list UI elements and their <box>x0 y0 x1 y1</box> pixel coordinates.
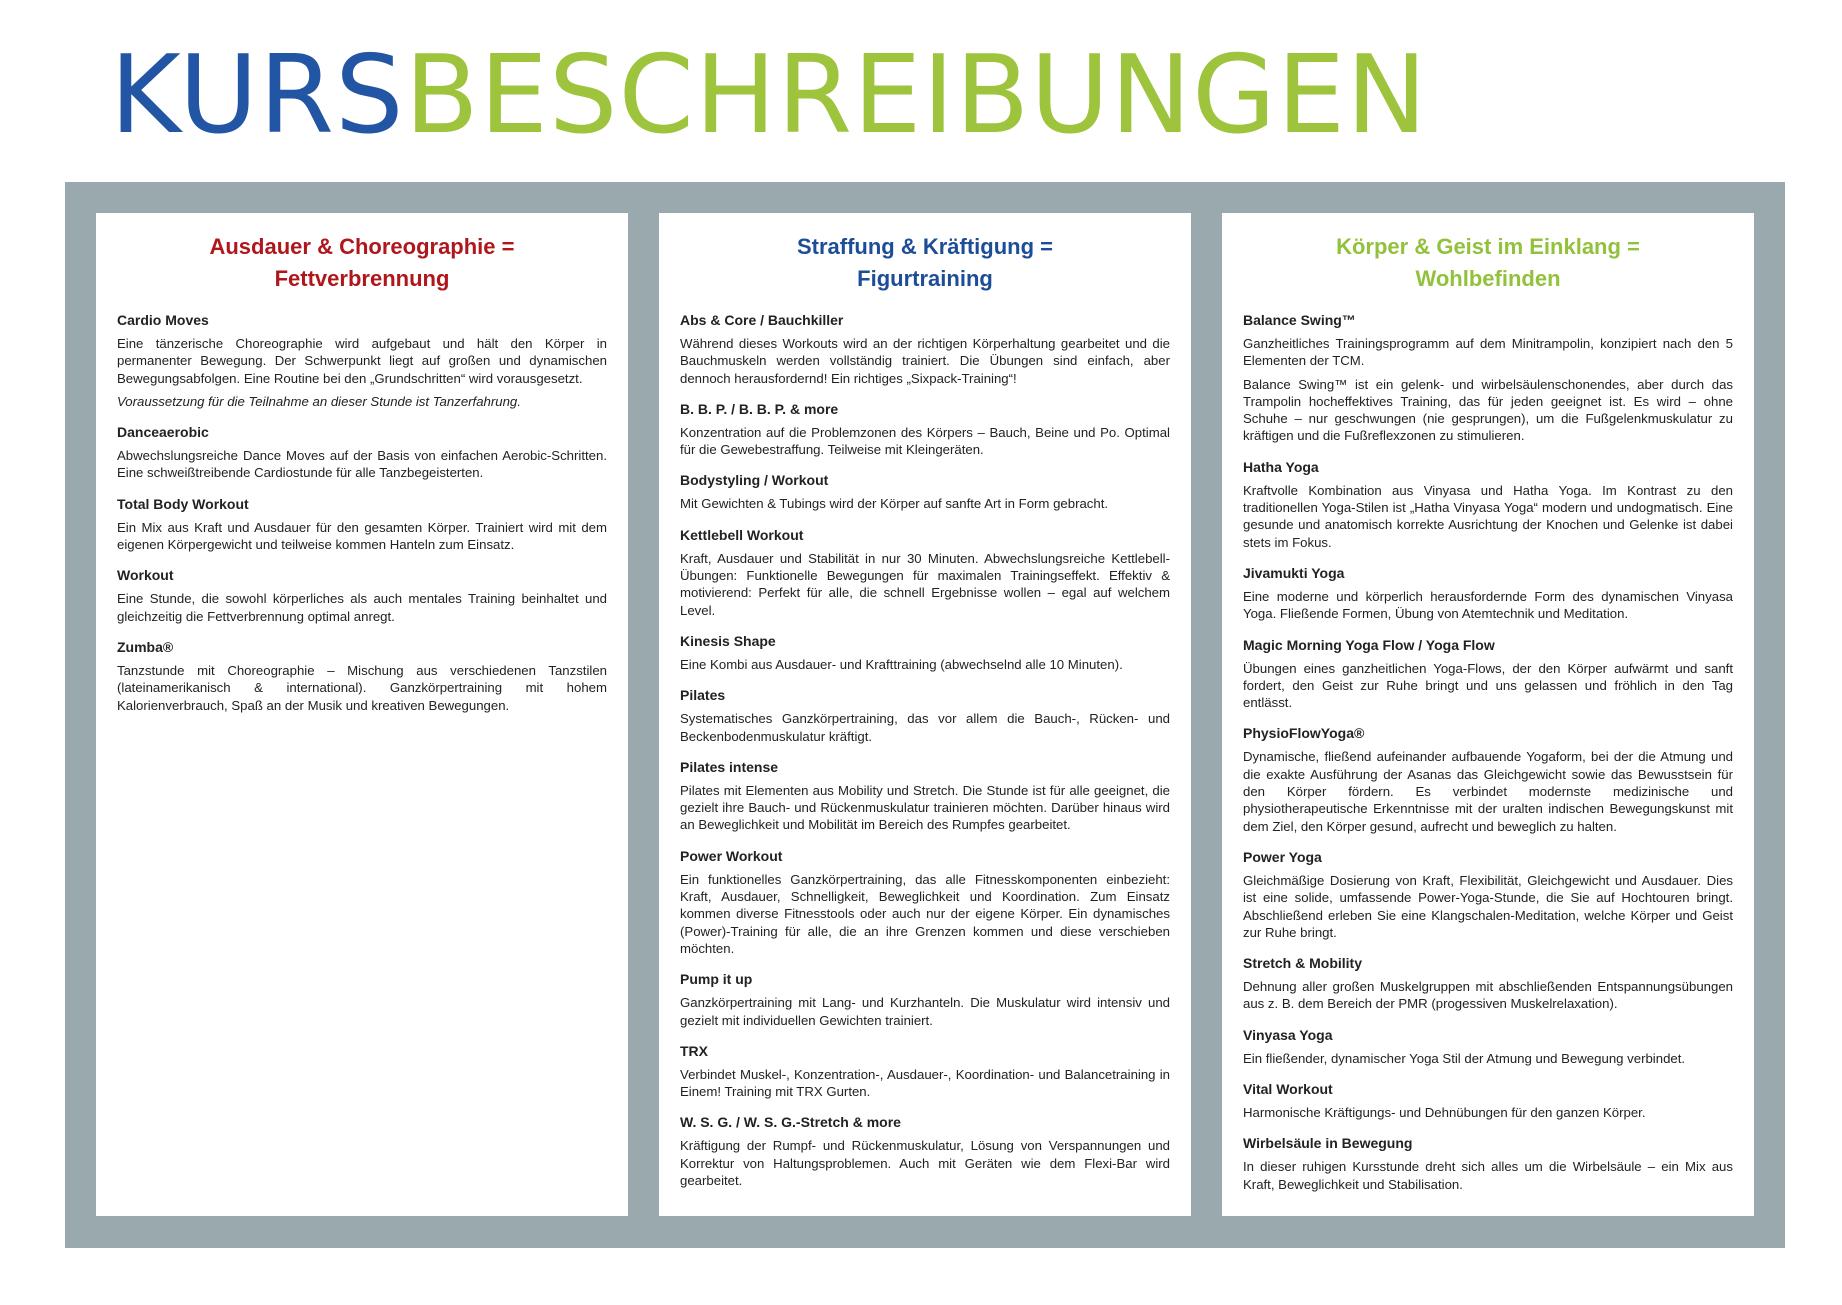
course-entry <box>1243 564 1733 623</box>
course-title: Stretch & Mobility <box>1243 955 1363 972</box>
course-entry <box>680 471 1170 512</box>
course-title: Kettlebell Workout <box>680 526 804 543</box>
course-description: Während dieses Workouts wird an der richtigen Körperhaltung gearbeitet und die Bauchmuskeln werden vollständig trainiert. Die Übungen sind einfach, aber dennoch herausfordernd! Ein richtiges „Sixpack-Training“! <box>680 336 1170 386</box>
course-entry <box>117 638 607 714</box>
course-entry <box>680 632 1170 673</box>
course-description: Eine tänzerische Choreographie wird aufgebaut und hält den Körper in permanenter Bewegung. Der Schwerpunkt liegt auf großen und dynamischen Bewegungsabfolgen. Eine Routine bei den „Grundschritten“ wird vorausgesetzt. <box>117 336 607 386</box>
course-description: Eine Kombi aus Ausdauer- und Krafttraining (abwechselnd alle 10 Minuten). <box>680 656 1123 672</box>
course-description: Dehnung aller großen Muskelgruppen mit abschließenden Entspannungsübungen aus z. B. dem Bereich der PMR (progessiven Muskelrelaxation). <box>1243 979 1733 1012</box>
course-description: Eine Stunde, die sowohl körperliches als auch mentales Training beinhaltet und gleichzeitig die Fettverbrennung optimal anregt. <box>117 591 607 624</box>
course-title: Bodystyling / Workout <box>680 472 829 489</box>
course-note: Voraussetzung für die Teilnahme an dieser Stunde ist Tanzerfahrung. <box>117 393 521 409</box>
course-entry <box>1243 1080 1733 1121</box>
course-description: Ein Mix aus Kraft und Ausdauer für den gesamten Körper. Trainiert wird mit dem eigenen Körpergewicht und teilweise kommen Hanteln zum Einsatz. <box>117 519 607 553</box>
course-title: Vinyasa Yoga <box>1243 1026 1333 1043</box>
course-list <box>117 311 607 714</box>
course-title: Total Body Workout <box>117 495 249 512</box>
course-entry <box>1243 458 1733 551</box>
course-description: Abwechslungsreiche Dance Moves auf der Basis von einfachen Aerobic-Schritten. Eine schweißtreibende Cardiostunde für alle Tanzbegeisterten. <box>117 448 607 481</box>
course-entry <box>680 1042 1170 1101</box>
course-title: Danceaerobic <box>117 424 209 441</box>
course-title: Power Workout <box>680 847 783 864</box>
course-title: Pilates intense <box>680 758 779 775</box>
course-description: Pilates mit Elementen aus Mobility und Stretch. Die Stunde ist für alle geeignet, die gezielt ihre Bauch- und Rückenmuskulatur trainieren möchten. Darüber hinaus wird an Beweglichkeit und Mobilität im Bereich des Rumpfes gearbeitet. <box>680 782 1170 833</box>
course-description: Gleichmäßige Dosierung von Kraft, Flexibilität, Gleichgewicht und Ausdauer. Dies ist eine solide, umfassende Power-Yoga-Stunde, die Sie auf Hochtouren bringt. Abschließend erleben Sie eine Klangschalen-Meditation, welche Körper und Geist zur Ruhe bringt. <box>1243 872 1733 940</box>
course-description: Tanzstunde mit Choreographie – Mischung aus verschiedenen Tanzstilen (lateinamerikanisch & international). Ganzkörpertraining mit hohem Kalorienverbrauch, Spaß an der Musik und kreativen Bewegungen. <box>117 662 607 713</box>
course-description: Kraftvolle Kombination aus Vinyasa und Hatha Yoga. Im Kontrast zu den traditionellen Yoga-Stilen ist „Hatha Vinyasa Yoga“ modern und undogmatisch. Eine gesunde und anatomisch korrekte Ausrichtung der Knochen und Gelenke ist dabei stets im Fokus. <box>1243 482 1733 550</box>
course-entry <box>680 758 1170 834</box>
column-heading-line2: Wohlbefinden <box>1415 266 1561 291</box>
column-heading <box>680 231 1170 295</box>
course-description: Ein fließender, dynamischer Yoga Stil der Atmung und Bewegung verbindet. <box>1243 1050 1686 1066</box>
course-description: Dynamische, fließend aufeinander aufbauende Yogaform, bei der die Atmung und die exakte Ausführung der Asanas das Gleichgewicht sowie das Bewusstsein für den Körper fördern. Es verbindet modernste medizinische und physiotherapeutische Erkenntnisse mit der uralten indischen Bewegungskunst mit dem Ziel, den Körper gesund, aufrecht und beweglich zu halten. <box>1243 749 1733 834</box>
course-title: Abs & Core / Bauchkiller <box>680 312 844 328</box>
course-title: Kinesis Shape <box>680 632 776 649</box>
column-heading-line1: Straffung & Kräftigung = <box>796 234 1054 259</box>
course-description: Mit Gewichten & Tubings wird der Körper auf sanfte Art in Form gebracht. <box>680 496 1109 512</box>
column-heading-line2: Fettverbrennung <box>274 266 450 291</box>
column-wellbeing <box>1222 213 1754 1216</box>
course-description: Kraft, Ausdauer und Stabilität in nur 30 Minuten. Abwechslungsreiche Kettlebell-Übungen: Funktionelle Bewegungen für maximalen Trainingseffekt. Effektiv & motivierend: Perfekt für alle, die schnell Ergebnisse wollen – egal auf welchem Level. <box>680 550 1170 618</box>
course-title: Jivamukti Yoga <box>1243 564 1345 581</box>
course-description: Verbindet Muskel-, Konzentration-, Ausdauer-, Koordination- und Balancetraining in Einem! Training mit TRX Gurten. <box>680 1066 1170 1100</box>
course-title: Vital Workout <box>1243 1081 1333 1098</box>
course-title: Hatha Yoga <box>1243 458 1319 475</box>
course-entry <box>1243 954 1733 1013</box>
course-list <box>1243 311 1733 1193</box>
course-title: Pump it up <box>680 971 753 988</box>
course-entry <box>680 400 1170 459</box>
course-list <box>680 311 1170 1189</box>
course-entry <box>680 526 1170 619</box>
course-entry <box>1243 848 1733 941</box>
page-title-part2: BESCHREIBUNGEN <box>404 33 1428 158</box>
course-entry <box>1243 311 1733 445</box>
course-title: Pilates <box>680 687 726 704</box>
course-entry <box>1243 1134 1733 1193</box>
course-title: Wirbelsäule in Bewegung <box>1243 1135 1413 1152</box>
course-description: Konzentration auf die Problemzonen des Körpers – Bauch, Beine und Po. Optimal für die Gewebestraffung. Teilweise mit Kleingeräten. <box>680 424 1170 458</box>
course-entry <box>117 311 607 410</box>
course-entry <box>680 1113 1170 1189</box>
course-description: Eine moderne und körperlich herausfordernde Form des dynamischen Vinyasa Yoga. Fließende Formen, Übung von Atemtechnik und Meditation. <box>1243 588 1733 622</box>
columns-frame <box>65 182 1785 1248</box>
course-description: Harmonische Kräftigungs- und Dehnübungen für den ganzen Körper. <box>1243 1105 1646 1121</box>
course-title: Workout <box>117 567 174 584</box>
column-heading-line1: Körper & Geist im Einklang = <box>1336 234 1640 259</box>
column-heading <box>1243 231 1733 295</box>
course-entry <box>680 970 1170 1029</box>
course-entry <box>680 686 1170 745</box>
page-title <box>110 33 1428 158</box>
course-description: Ein funktionelles Ganzkörpertraining, das alle Fitnesskomponenten einbezieht: Kraft, Ausdauer, Schnelligkeit, Beweglichkeit und Koordination. Zum Einsatz kommen diverse Fitnesstools oder auch nur der eigene Körper. Ein dynamisches (Power)-Training für alle, die an ihre Grenzen kommen und diese verschieben möchten. <box>680 871 1170 956</box>
course-entry <box>117 423 607 482</box>
course-title: PhysioFlowYoga® <box>1243 725 1365 742</box>
column-heading-line2: Figurtraining <box>857 266 993 291</box>
column-heading-line1: Ausdauer & Choreographie = <box>209 234 515 259</box>
course-entry <box>680 311 1170 387</box>
course-title: Cardio Moves <box>117 312 209 328</box>
course-title: Power Yoga <box>1243 848 1322 865</box>
course-title: Zumba® <box>117 638 174 655</box>
course-entry <box>1243 1026 1733 1067</box>
course-description: Ganzheitliches Trainingsprogramm auf dem Minitrampolin, konzipiert nach den 5 Elementen der TCM. <box>1243 336 1733 369</box>
course-title: TRX <box>680 1042 708 1059</box>
course-description: Ganzkörpertraining mit Lang- und Kurzhanteln. Die Muskulatur wird intensiv und gezielt mit individuellen Gewichten trainiert. <box>680 995 1170 1028</box>
column-heading <box>117 231 607 295</box>
course-description: In dieser ruhigen Kursstunde dreht sich alles um die Wirbelsäule – ein Mix aus Kraft, Beweglichkeit und Stabilisation. <box>1243 1159 1733 1192</box>
course-entry <box>1243 636 1733 712</box>
course-title: Balance Swing™ <box>1243 312 1356 328</box>
course-title: W. S. G. / W. S. G.-Stretch & more <box>680 1114 901 1131</box>
course-entry <box>1243 724 1733 834</box>
column-endurance <box>96 213 628 1216</box>
course-title: B. B. P. / B. B. P. & more <box>680 400 839 417</box>
course-title: Magic Morning Yoga Flow / Yoga Flow <box>1243 636 1495 653</box>
course-description: Übungen eines ganzheitlichen Yoga-Flows, der den Körper aufwärmt und sanft fordert, den Geist zur Ruhe bringt und uns gelassen und fröhlich in den Tag entlässt. <box>1243 660 1733 711</box>
course-entry <box>117 566 607 625</box>
course-description: Systematisches Ganzkörpertraining, das vor allem die Bauch-, Rücken- und Beckenbodenmuskulatur kräftigt. <box>680 711 1170 744</box>
course-description: Kräftigung der Rumpf- und Rückenmuskulatur, Lösung von Verspannungen und Korrektur von Haltungsproblemen. Auch mit Geräten wie dem Flexi-Bar wird gearbeitet. <box>680 1138 1170 1189</box>
course-entry <box>680 847 1170 957</box>
course-entry <box>117 495 607 554</box>
page-title-part1: KURS <box>110 33 405 158</box>
column-toning <box>659 213 1191 1216</box>
course-description: Balance Swing™ ist ein gelenk- und wirbelsäulenschonendes, aber durch das Trampolin hocheffektives Training, das für jeden geeignet ist. Es wird – ohne Schuhe – nur geschwungen (nie gesprungen), um die Fußgelenkmuskulatur zu kräftigen und die Fußreflexzonen zu stimulieren. <box>1243 376 1733 444</box>
